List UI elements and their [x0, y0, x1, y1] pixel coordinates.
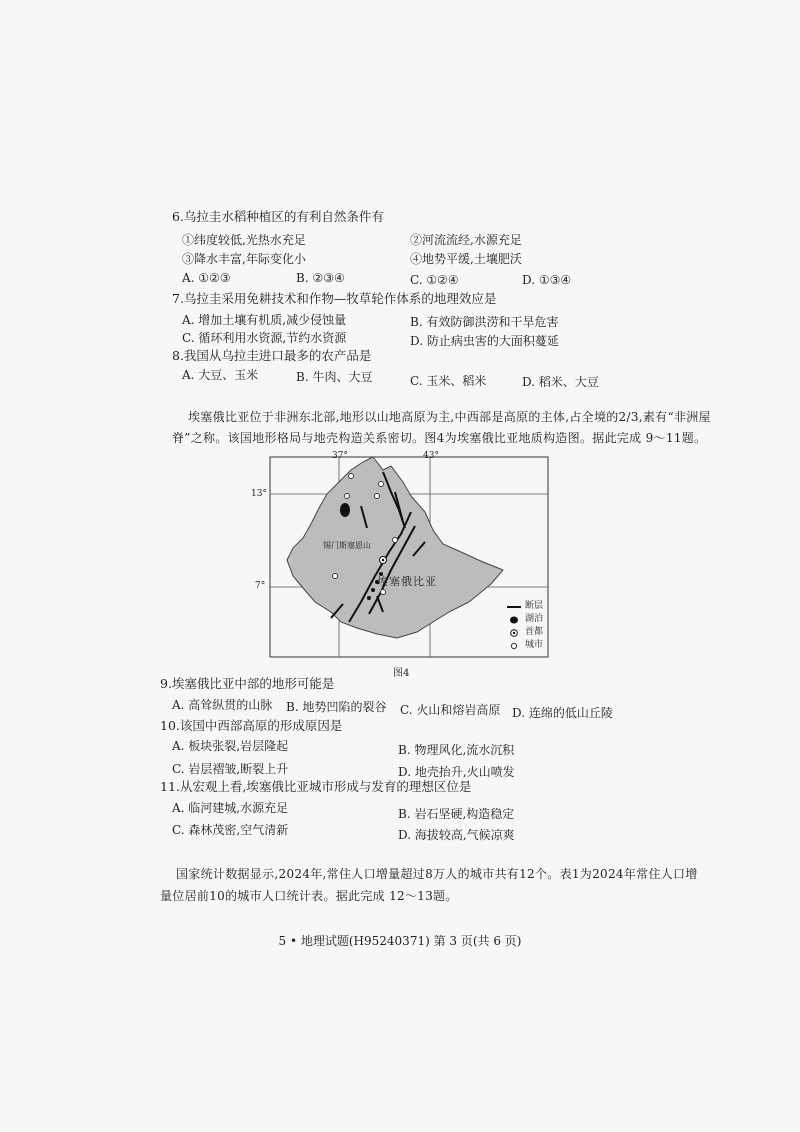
- q9-stem: 9.埃塞俄比亚中部的地形可能是: [160, 676, 335, 691]
- q6-option-a: A. ①②③: [182, 271, 231, 285]
- q10-option-b: B. 物理风化,流水沉积: [398, 743, 515, 757]
- legend-fault-label: 断层: [525, 601, 544, 611]
- passage-ethiopia-line-1: 埃塞俄比亚位于非洲东北部,地形以山地高原为主,中西部是高原的主体,占全境的2/3,素有“非洲屋: [188, 410, 711, 424]
- figure-caption: 图4: [393, 668, 410, 679]
- page-footer: 5 • 地理试题(H95240371) 第 3 页(共 6 页): [278, 934, 522, 948]
- q10-option-d: D. 地壳抬升,火山喷发: [398, 765, 515, 779]
- legend-lake-label: 湖泊: [525, 614, 544, 624]
- q11-option-c: C. 森林茂密,空气清新: [172, 823, 289, 837]
- q6-statement-2: ②河流流经,水源充足: [410, 233, 522, 247]
- q6-option-d: D. ①③④: [522, 273, 572, 287]
- q8-stem: 8.我国从乌拉圭进口最多的农产品是: [172, 348, 372, 363]
- q7-option-a: A. 增加土壤有机质,减少侵蚀量: [182, 313, 347, 327]
- q9-option-d: D. 连绵的低山丘陵: [512, 706, 613, 720]
- passage-population-line-1: 国家统计数据显示,2024年,常住人口增量超过8万人的城市共有12个。表1为2024年常住人口增: [176, 867, 698, 881]
- q6-option-b: B. ②③④: [296, 271, 345, 285]
- mountain-label: 锡门斯塞恩山: [323, 541, 371, 550]
- lake-tana: [340, 503, 350, 517]
- q7-stem: 7.乌拉圭采用免耕技术和作物—牧草轮作体系的地理效应是: [172, 291, 497, 306]
- ethiopia-outline: [287, 457, 503, 638]
- lon-label-43: 43°: [423, 451, 439, 461]
- q9-option-b: B. 地势凹陷的裂谷: [286, 700, 387, 714]
- q8-option-b: B. 牛肉、大豆: [296, 370, 373, 384]
- q10-option-c: C. 岩层褶皱,断裂上升: [172, 762, 289, 776]
- q8-option-d: D. 稻米、大豆: [522, 375, 599, 389]
- country-label: 埃塞俄比亚: [377, 575, 437, 588]
- passage-population-line-2: 量位居前10的城市人口统计表。据此完成 12～13题。: [160, 889, 458, 903]
- q11-stem: 11.从宏观上看,埃塞俄比亚城市形成与发育的理想区位是: [160, 779, 472, 794]
- q7-option-d: D. 防止病虫害的大面积蔓延: [410, 334, 559, 348]
- q11-option-b: B. 岩石坚硬,构造稳定: [398, 807, 515, 821]
- q10-option-a: A. 板块张裂,岩层隆起: [172, 739, 289, 753]
- legend-fault: [507, 600, 543, 613]
- q9-option-c: C. 火山和熔岩高原: [400, 703, 501, 717]
- legend-capital-label: 首都: [525, 627, 544, 637]
- q10-stem: 10.该国中西部高原的形成原因是: [160, 718, 343, 733]
- q6-stem: 6.乌拉圭水稻种植区的有利自然条件有: [172, 209, 384, 224]
- legend-city-label: 城市: [525, 640, 544, 650]
- q8-option-a: A. 大豆、玉米: [182, 368, 259, 382]
- q6-statement-1: ①纬度较低,光热水充足: [182, 233, 306, 247]
- lon-label-37: 37°: [332, 451, 348, 461]
- q9-option-a: A. 高耸纵贯的山脉: [172, 698, 273, 712]
- q6-option-c: C. ①②④: [410, 273, 459, 287]
- map-legend: [507, 600, 543, 652]
- legend-city: [507, 639, 543, 652]
- q6-statement-3: ③降水丰富,年际变化小: [182, 252, 306, 266]
- q6-statement-4: ④地势平缓,土壤肥沃: [410, 252, 522, 266]
- legend-capital: [507, 626, 543, 639]
- q7-option-c: C. 循环利用水资源,节约水资源: [182, 331, 347, 345]
- q11-option-a: A. 临河建城,水源充足: [172, 801, 289, 815]
- q7-option-b: B. 有效防御洪涝和干旱危害: [410, 315, 559, 329]
- q8-option-c: C. 玉米、稻米: [410, 374, 487, 388]
- lat-label-7: 7°: [255, 581, 266, 591]
- lat-label-13: 13°: [251, 489, 267, 499]
- legend-lake: [507, 613, 543, 626]
- q11-option-d: D. 海拔较高,气候凉爽: [398, 828, 515, 842]
- passage-ethiopia-line-2: 脊”之称。该国地形格局与地壳构造关系密切。图4为埃塞俄比亚地质构造图。据此完成 9～11题。: [172, 431, 707, 445]
